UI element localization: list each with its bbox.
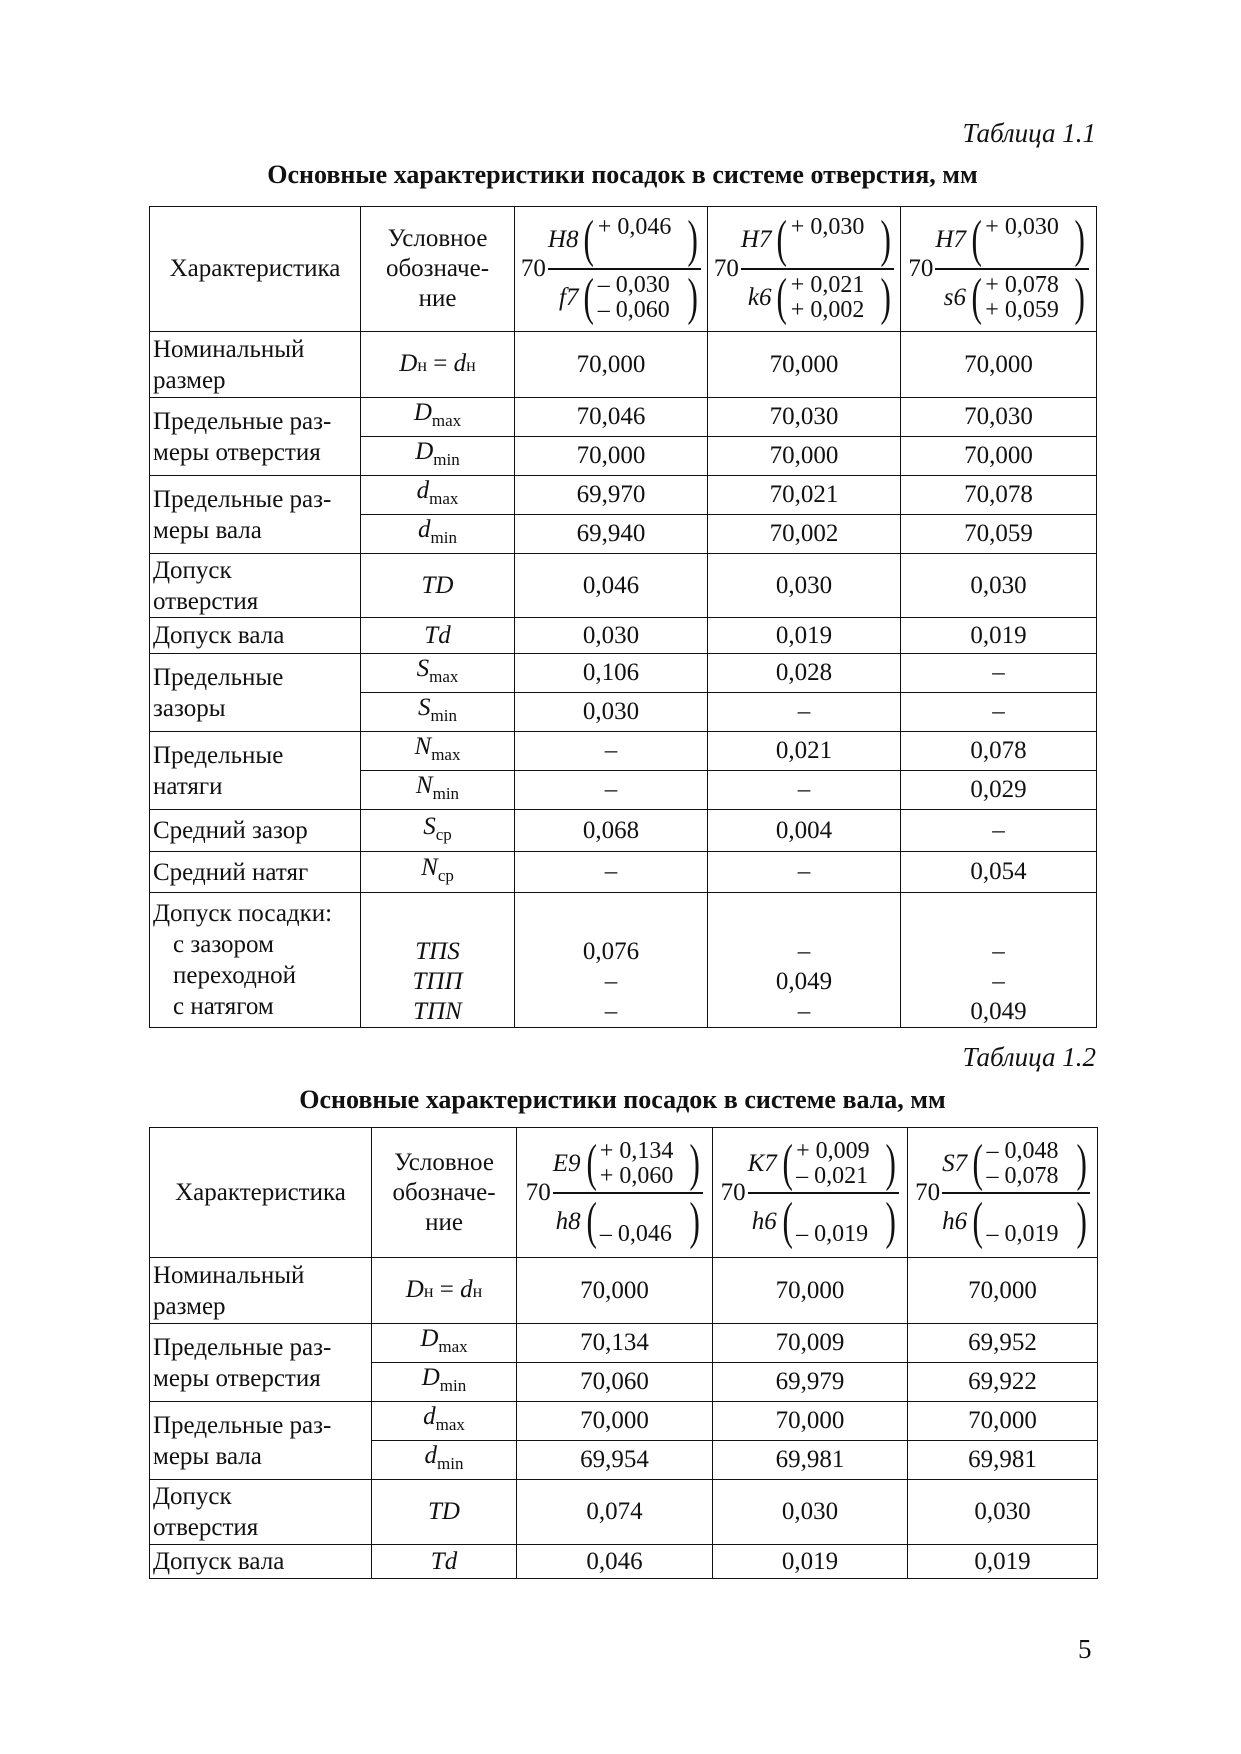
table1-header-row (150, 207, 1097, 332)
table-row (150, 1324, 1098, 1363)
cell-value: 0,029 (901, 771, 1097, 810)
designation-line: ние (418, 285, 457, 312)
row-symbol: $D_{max}$ (372, 1324, 517, 1363)
shaft-upper-dev: – 0,030 (597, 272, 670, 298)
cell-value: 70,059 (901, 515, 1097, 554)
hole-upper-dev: + 0,134 (599, 1137, 674, 1164)
row-symbol: TD (361, 554, 515, 618)
cell-value: 69,922 (908, 1363, 1098, 1402)
row-label: Средний зазор (150, 810, 361, 852)
row-label: Предельные раз- меры отверстия (150, 398, 361, 476)
cell-value: 70,000 (515, 332, 708, 398)
cell-value: 70,000 (908, 1402, 1098, 1441)
hole-upper-dev: + 0,046 (597, 214, 672, 240)
hole-lower-dev (791, 240, 877, 265)
cell-value: 70,000 (708, 437, 901, 476)
cell-value: 70,000 (517, 1258, 713, 1324)
designation-line: обозначе- (385, 255, 490, 282)
table2-header-row (150, 1128, 1098, 1258)
cell-value: – (708, 693, 901, 732)
hole-upper-dev: + 0,009 (796, 1137, 870, 1164)
cell-value: 70,060 (517, 1363, 713, 1402)
cell-value: – (901, 654, 1097, 693)
hole-lower-dev (598, 240, 684, 265)
cell-value: 0,030 (515, 618, 708, 654)
cell-value: 70,030 (708, 398, 901, 437)
cell-value: 0,021 (708, 732, 901, 771)
table2-caption: Таблица 1.2 (962, 1042, 1096, 1072)
cell-value: 0,030 (901, 554, 1097, 618)
row-symbol: $S_{max}$ (361, 654, 515, 693)
shaft-grade: f7 (559, 284, 579, 311)
table-row (150, 398, 1097, 437)
table2-title: Основные характеристики посадок в системе вала, мм (299, 1085, 946, 1114)
table-row (150, 476, 1097, 515)
hole-grade: E9 (552, 1149, 581, 1177)
cell-value: 70,021 (708, 476, 901, 515)
cell-value: 69,954 (517, 1441, 713, 1480)
row-label: Предельные зазоры (150, 654, 361, 732)
hole-lower-dev: – 0,078 (986, 1162, 1059, 1189)
cell-value: – (708, 852, 901, 893)
cell-value: 70,000 (515, 437, 708, 476)
table-row (150, 554, 1097, 618)
cell-value: 0,004 (708, 810, 901, 852)
cell-value: 70,002 (708, 515, 901, 554)
cell-value: 69,940 (515, 515, 708, 554)
header-characteristic: Характеристика (150, 207, 361, 332)
cell-value: 0,019 (708, 618, 901, 654)
hole-upper-dev: + 0,030 (985, 214, 1059, 240)
row-symbol: $D_{min}$ (361, 437, 515, 476)
cell-value: 69,952 (908, 1324, 1098, 1363)
row-label: Допуск отверстия (150, 554, 361, 618)
cell-value: 70,000 (713, 1258, 908, 1324)
row-label: Предельные раз- меры отверстия (150, 1324, 372, 1402)
fit-nominal: 70 (915, 1178, 941, 1206)
cell-value: – – 0,049 (901, 893, 1097, 1028)
cell-value: 0,078 (901, 732, 1097, 771)
cell-value: 69,981 (908, 1441, 1098, 1480)
hole-lower-dev: + 0,060 (599, 1162, 674, 1189)
cell-value: 70,134 (517, 1324, 713, 1363)
fit-nominal: 70 (525, 1178, 551, 1206)
row-label: Допуск отверстия (150, 1480, 372, 1545)
shaft-lower-dev: – 0,019 (796, 1220, 869, 1247)
cell-value: 70,046 (515, 398, 708, 437)
cell-value: 70,000 (708, 332, 901, 398)
table-row (150, 332, 1097, 398)
row-label: Допуск вала (150, 618, 361, 654)
shaft-upper-dev: + 0,021 (790, 272, 865, 298)
shaft-lower-dev: + 0,059 (985, 297, 1059, 323)
shaft-grade: h6 (751, 1207, 777, 1235)
row-symbol: TD (372, 1480, 517, 1545)
cell-value: – (901, 810, 1097, 852)
header-fit-1 (515, 207, 708, 332)
cell-value: – (515, 732, 708, 771)
table-row (150, 852, 1097, 893)
header-designation (361, 207, 515, 332)
table-row (150, 654, 1097, 693)
row-label: Предельные раз- меры вала (150, 476, 361, 554)
cell-value: 0,068 (515, 810, 708, 852)
table-row (150, 1545, 1098, 1579)
designation-line: Условное (387, 225, 488, 252)
table-row (150, 893, 1097, 1028)
cell-value: 69,979 (713, 1363, 908, 1402)
shaft-lower-dev: + 0,002 (790, 297, 865, 323)
hole-grade: S7 (942, 1149, 968, 1177)
fit-fraction: H7 ( + 0,030 ) k6 ( + 0,021 + 0,002 ) (741, 212, 894, 326)
cell-value: 70,009 (713, 1324, 908, 1363)
row-symbol: $S_{ср}$ (361, 810, 515, 852)
table-row (150, 732, 1097, 771)
cell-value: 70,000 (901, 437, 1097, 476)
cell-value: 0,019 (908, 1545, 1098, 1579)
page-number: 5 (1078, 1634, 1092, 1664)
shaft-grade: h6 (942, 1207, 968, 1235)
row-symbol: $D_{min}$ (372, 1363, 517, 1402)
cell-value: 0,030 (708, 554, 901, 618)
designation-line: ние (425, 1208, 463, 1236)
table1-title: Основные характеристики посадок в системе отверстия, мм (267, 160, 978, 189)
row-symbol: $N_{max}$ (361, 732, 515, 771)
cell-value: – (708, 771, 901, 810)
row-symbol: Dн = dн (361, 332, 515, 398)
cell-value: 70,030 (901, 398, 1097, 437)
header-fit-3 (908, 1128, 1098, 1258)
row-symbol: Dн = dн (372, 1258, 517, 1324)
designation-line: обозначе- (392, 1178, 496, 1206)
hole-upper-dev: + 0,030 (790, 214, 865, 240)
cell-value: 0,030 (908, 1480, 1098, 1545)
fit-fraction: H7 ( + 0,030 ) s6 ( + 0,078 + 0,059 ) (935, 212, 1088, 326)
row-symbol: $d_{max}$ (372, 1402, 517, 1441)
header-fit-3 (901, 207, 1097, 332)
cell-value: 0,074 (517, 1480, 713, 1545)
cell-value: 0,030 (713, 1480, 908, 1545)
row-symbol: $N_{min}$ (361, 771, 515, 810)
row-symbol: $N_{ср}$ (361, 852, 515, 893)
cell-value: 0,028 (708, 654, 901, 693)
hole-lower-dev (985, 240, 1071, 265)
header-characteristic: Характеристика (150, 1128, 372, 1258)
cell-value: – (515, 771, 708, 810)
cell-value: – (901, 693, 1097, 732)
table-row (150, 810, 1097, 852)
hole-grade: H8 (547, 226, 579, 253)
shaft-lower-dev: – 0,019 (986, 1220, 1059, 1247)
table-row (150, 618, 1097, 654)
designation-line: Условное (394, 1148, 494, 1176)
fit-nominal: 70 (908, 255, 934, 282)
table-row (150, 1258, 1098, 1324)
cell-value: 69,970 (515, 476, 708, 515)
fit-nominal: 70 (520, 255, 546, 282)
fit-fraction: S7 ( – 0,048 – 0,078 ) h6 ( – 0,019 ) (942, 1136, 1090, 1250)
row-symbol: $d_{min}$ (372, 1441, 517, 1480)
fit-fraction: E9 ( + 0,134 + 0,060 ) h8 ( – 0,046 ) (553, 1136, 703, 1250)
hole-grade: K7 (747, 1149, 777, 1177)
cell-value: 0,046 (515, 554, 708, 618)
cell-value: 70,078 (901, 476, 1097, 515)
cell-value: 69,981 (713, 1441, 908, 1480)
fit-nominal: 70 (713, 255, 739, 282)
shaft-upper-dev (987, 1197, 1073, 1222)
row-label: Допуск вала (150, 1545, 372, 1579)
shaft-lower-dev: – 0,060 (597, 297, 670, 323)
shaft-upper-dev (600, 1197, 686, 1222)
hole-upper-dev: – 0,048 (986, 1137, 1059, 1164)
header-fit-2 (713, 1128, 908, 1258)
row-symbol: Td (361, 618, 515, 654)
table2 (149, 1127, 1098, 1579)
hole-grade: H7 (935, 226, 966, 253)
fit-fraction: K7 ( + 0,009 – 0,021 ) h6 ( – 0,019 ) (748, 1136, 900, 1250)
table-row (150, 1402, 1098, 1441)
fit-nominal: 70 (720, 1178, 746, 1206)
shaft-grade: s6 (943, 284, 966, 311)
row-symbol: $D_{max}$ (361, 398, 515, 437)
row-label: Номинальный размер (150, 332, 361, 398)
cell-value: – 0,049 – (708, 893, 901, 1028)
shaft-upper-dev (796, 1197, 882, 1222)
hole-grade: H7 (740, 226, 772, 253)
table1 (149, 206, 1097, 1028)
cell-value: 0,046 (517, 1545, 713, 1579)
shaft-grade: k6 (747, 284, 772, 311)
row-label: Номинальный размер (150, 1258, 372, 1324)
shaft-lower-dev: – 0,046 (599, 1220, 672, 1247)
row-label: Предельные раз- меры вала (150, 1402, 372, 1480)
row-symbol: Td (372, 1545, 517, 1579)
row-symbol: TПS TПП TПN (361, 893, 515, 1028)
header-fit-1 (517, 1128, 713, 1258)
fit-fraction: H8 ( + 0,046 ) f7 ( – 0,030 – 0,060 ) (548, 212, 701, 326)
cell-value: 0,019 (901, 618, 1097, 654)
row-label: Предельные натяги (150, 732, 361, 810)
header-designation (372, 1128, 517, 1258)
row-label: Средний натяг (150, 852, 361, 893)
cell-value: 70,000 (901, 332, 1097, 398)
header-fit-2 (708, 207, 901, 332)
row-symbol: $d_{min}$ (361, 515, 515, 554)
cell-value: 0,019 (713, 1545, 908, 1579)
table1-caption: Таблица 1.1 (962, 118, 1096, 148)
row-symbol: $d_{max}$ (361, 476, 515, 515)
row-label: Допуск посадки: с зазором переходной с натягом (150, 893, 361, 1028)
cell-value: 0,054 (901, 852, 1097, 893)
cell-value: 0,030 (515, 693, 708, 732)
table-row (150, 1480, 1098, 1545)
cell-value: 70,000 (517, 1402, 713, 1441)
cell-value: 0,076 – – (515, 893, 708, 1028)
cell-value: 0,106 (515, 654, 708, 693)
shaft-upper-dev: + 0,078 (985, 272, 1059, 298)
shaft-grade: h8 (555, 1207, 581, 1235)
cell-value: 70,000 (713, 1402, 908, 1441)
hole-lower-dev: – 0,021 (796, 1162, 869, 1189)
cell-value: – (515, 852, 708, 893)
cell-value: 70,000 (908, 1258, 1098, 1324)
row-symbol: $S_{min}$ (361, 693, 515, 732)
